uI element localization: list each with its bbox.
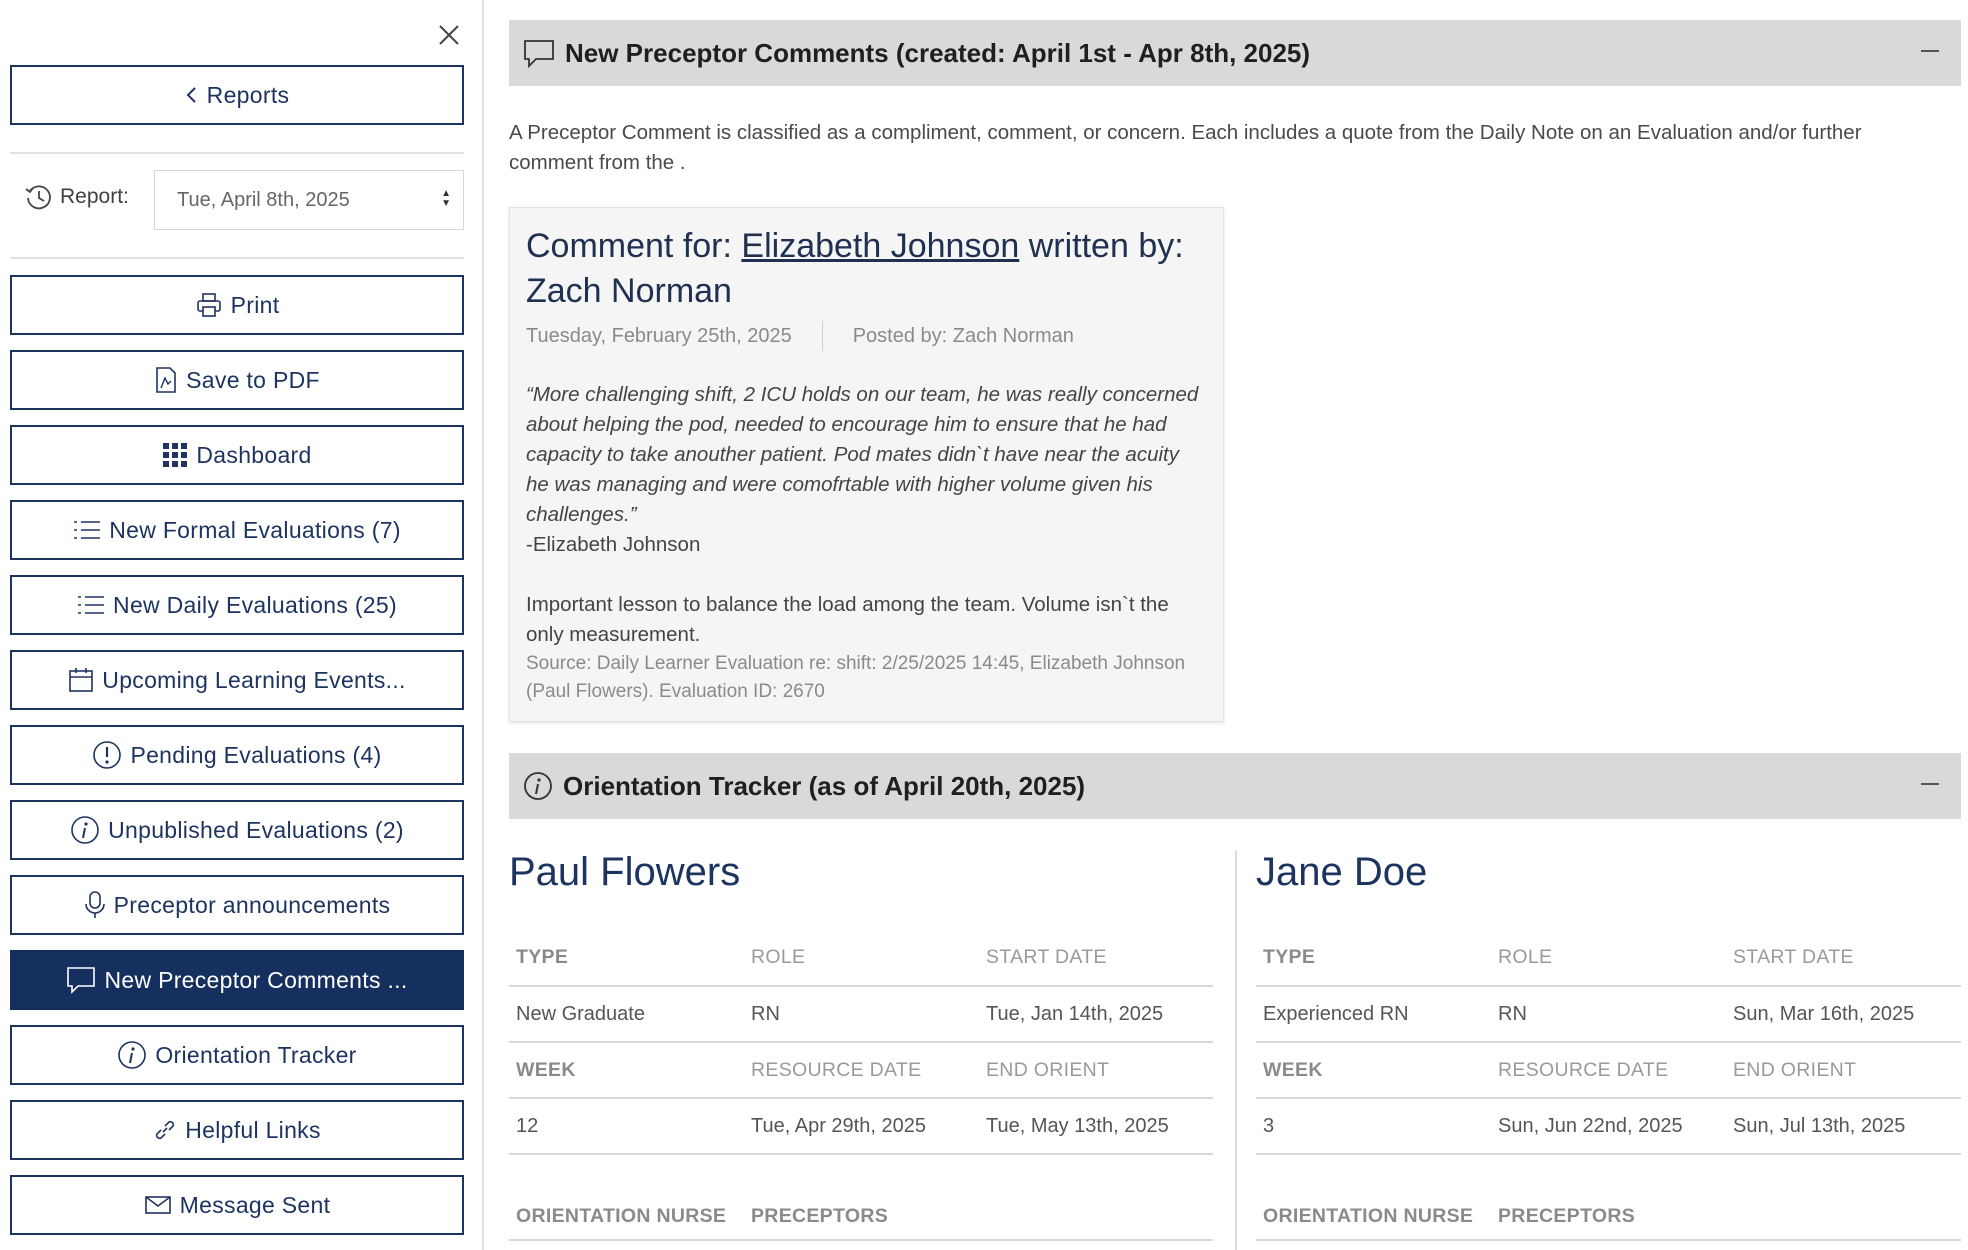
back-label: Reports: [206, 81, 290, 108]
cell-role: RN: [1491, 986, 1726, 1042]
table-row: [1256, 1098, 1961, 1154]
list-icon: [77, 594, 105, 616]
cell-end-orient: Sun, Jul 13th, 2025: [1726, 1098, 1961, 1154]
header-role: ROLE: [1491, 930, 1726, 986]
cell-role: RN: [744, 986, 979, 1042]
comment-icon: [66, 966, 96, 994]
header-orientation-nurse: ORIENTATION NURSE: [509, 1154, 744, 1240]
grid-icon: [162, 442, 188, 468]
header-end-orient: END ORIENT: [979, 1042, 1213, 1098]
header-week: WEEK: [509, 1042, 744, 1098]
new-daily-evaluations-label: New Daily Evaluations (25): [113, 591, 397, 618]
unpublished-evaluations-label: Unpublished Evaluations (2): [108, 816, 404, 843]
upcoming-learning-events-button[interactable]: [10, 650, 464, 710]
table-row: [1256, 1154, 1961, 1240]
link-icon: [153, 1118, 177, 1142]
history-icon: [24, 182, 54, 212]
select-arrows-icon: ▲ ▼: [441, 188, 451, 209]
back-to-reports-button[interactable]: [10, 65, 464, 125]
cell-end-orient: Tue, May 13th, 2025: [979, 1098, 1213, 1154]
comment-card: [509, 207, 1224, 722]
table-row: [1256, 930, 1961, 986]
table-row: [509, 986, 1213, 1042]
comment-meta: [526, 320, 1207, 352]
comment-title-prefix: Comment for:: [526, 227, 732, 265]
table-row: [509, 1098, 1213, 1154]
column-divider: [1235, 850, 1237, 1250]
print-button[interactable]: [10, 275, 464, 335]
info-circle-icon: [70, 815, 100, 845]
new-preceptor-comments-button[interactable]: [10, 950, 464, 1010]
table-row: [509, 930, 1213, 986]
table-row: [1256, 1042, 1961, 1098]
orientation-tracker-button[interactable]: [10, 1025, 464, 1085]
orientation-section-title: Orientation Tracker (as of April 20th, 2025): [563, 770, 1086, 801]
list-icon: [73, 519, 101, 541]
pending-evaluations-button[interactable]: [10, 725, 464, 785]
save-to-pdf-button[interactable]: [10, 350, 464, 410]
pdf-icon: [154, 366, 178, 394]
header-end-orient: END ORIENT: [1726, 1042, 1961, 1098]
comment-date: Tuesday, February 25th, 2025: [526, 324, 792, 347]
header-resource-date: RESOURCE DATE: [744, 1042, 979, 1098]
helpful-links-button[interactable]: [10, 1100, 464, 1160]
header-orientation-nurse: ORIENTATION NURSE: [1256, 1154, 1491, 1240]
report-date-select[interactable]: [154, 170, 464, 230]
dashboard-label: Dashboard: [196, 441, 312, 468]
sidebar: [0, 0, 484, 1250]
cell-type: Experienced RN: [1256, 986, 1491, 1042]
orientation-table: [1256, 930, 1961, 1241]
print-label: Print: [230, 291, 280, 318]
preceptor-announcements-label: Preceptor announcements: [113, 891, 391, 918]
person-name: Paul Flowers: [509, 850, 741, 894]
orientation-tracker-label: Orientation Tracker: [155, 1041, 357, 1068]
new-formal-evaluations-label: New Formal Evaluations (7): [109, 516, 401, 543]
preceptor-announcements-button[interactable]: [10, 875, 464, 935]
info-circle-icon: [523, 771, 553, 801]
report-label-text: Report:: [60, 185, 129, 208]
microphone-icon: [84, 890, 106, 920]
meta-separator: [822, 321, 823, 351]
table-row: [509, 1042, 1213, 1098]
orientation-section-header[interactable]: [509, 753, 1961, 819]
comments-intro-text: A Preceptor Comment is classified as a compliment, comment, or concern. Each includes a quote from the Daily Note on an Evaluation and/or further comment from the .: [509, 121, 1862, 174]
new-formal-evaluations-button[interactable]: [10, 500, 464, 560]
orientation-table: [509, 930, 1213, 1241]
comment-body: Important lesson to balance the load among the team. Volume isn`t the only measurement.: [526, 593, 1169, 646]
learner-link[interactable]: Elizabeth Johnson: [741, 227, 1020, 265]
report-selector-row: [10, 170, 464, 230]
empty-cell: [1726, 1154, 1961, 1240]
comment-posted-by: Posted by: Zach Norman: [852, 324, 1074, 347]
dashboard-button[interactable]: [10, 425, 464, 485]
header-type: TYPE: [509, 930, 744, 986]
report-label: [24, 182, 129, 212]
unpublished-evaluations-button[interactable]: [10, 800, 464, 860]
helpful-links-label: Helpful Links: [185, 1116, 321, 1143]
comment-icon: [523, 38, 555, 68]
collapse-icon[interactable]: [1921, 783, 1939, 785]
cell-week: 3: [1256, 1098, 1491, 1154]
new-daily-evaluations-button[interactable]: [10, 575, 464, 635]
header-type: TYPE: [1256, 930, 1491, 986]
header-preceptors: PRECEPTORS: [1491, 1154, 1726, 1240]
calendar-icon: [68, 667, 94, 693]
cell-resource-date: Sun, Jun 22nd, 2025: [1491, 1098, 1726, 1154]
new-preceptor-comments-label: New Preceptor Comments ...: [104, 966, 408, 993]
comments-section-title: New Preceptor Comments (created: April 1st - Apr 8th, 2025): [565, 37, 1311, 68]
table-row: [509, 1154, 1213, 1240]
upcoming-learning-events-label: Upcoming Learning Events...: [102, 666, 406, 693]
message-sent-label: Message Sent: [179, 1191, 331, 1218]
close-sidebar-button[interactable]: [434, 20, 464, 50]
comment-title-suffix: written by: Zach Norman: [526, 227, 1184, 310]
comment-source: Source: Daily Learner Evaluation re: shift: 2/25/2025 14:45, Elizabeth Johnson (Paul Flowers). Evaluation ID: 2670: [526, 653, 1186, 702]
info-circle-icon: [117, 1040, 147, 1070]
cell-start-date: Sun, Mar 16th, 2025: [1726, 986, 1961, 1042]
divider: [10, 152, 464, 154]
empty-cell: [979, 1154, 1213, 1240]
header-week: WEEK: [1256, 1042, 1491, 1098]
envelope-icon: [144, 1194, 172, 1216]
divider: [10, 257, 464, 259]
cell-week: 12: [509, 1098, 744, 1154]
header-start-date: START DATE: [979, 930, 1213, 986]
comment-card-title: [526, 224, 1207, 314]
header-preceptors: PRECEPTORS: [744, 1154, 979, 1240]
header-resource-date: RESOURCE DATE: [1491, 1042, 1726, 1098]
cell-resource-date: Tue, Apr 29th, 2025: [744, 1098, 979, 1154]
report-date-value: Tue, April 8th, 2025: [177, 188, 350, 211]
cell-type: New Graduate: [509, 986, 744, 1042]
table-row: [1256, 986, 1961, 1042]
alert-circle-icon: [92, 740, 122, 770]
cell-start-date: Tue, Jan 14th, 2025: [979, 986, 1213, 1042]
pending-evaluations-label: Pending Evaluations (4): [130, 741, 382, 768]
printer-icon: [195, 292, 223, 318]
chevron-left-icon: [185, 85, 199, 105]
close-icon: [438, 24, 460, 46]
comments-section-header[interactable]: [509, 20, 1961, 86]
save-to-pdf-label: Save to PDF: [186, 366, 320, 393]
comment-quote: “More challenging shift, 2 ICU holds on our team, he was really concerned about helping the pod, needed to encourage him to ensure that he had capacity to take anouther patient. Pod mates didn`t have near the acuity he was managing and were comofrtable with higher volume given his challenges.”: [526, 383, 1199, 526]
comment-quote-author: -Elizabeth Johnson: [526, 533, 701, 556]
person-name: Jane Doe: [1256, 850, 1428, 894]
header-start-date: START DATE: [1726, 930, 1961, 986]
message-sent-button[interactable]: [10, 1175, 464, 1235]
header-role: ROLE: [744, 930, 979, 986]
collapse-icon[interactable]: [1921, 50, 1939, 52]
